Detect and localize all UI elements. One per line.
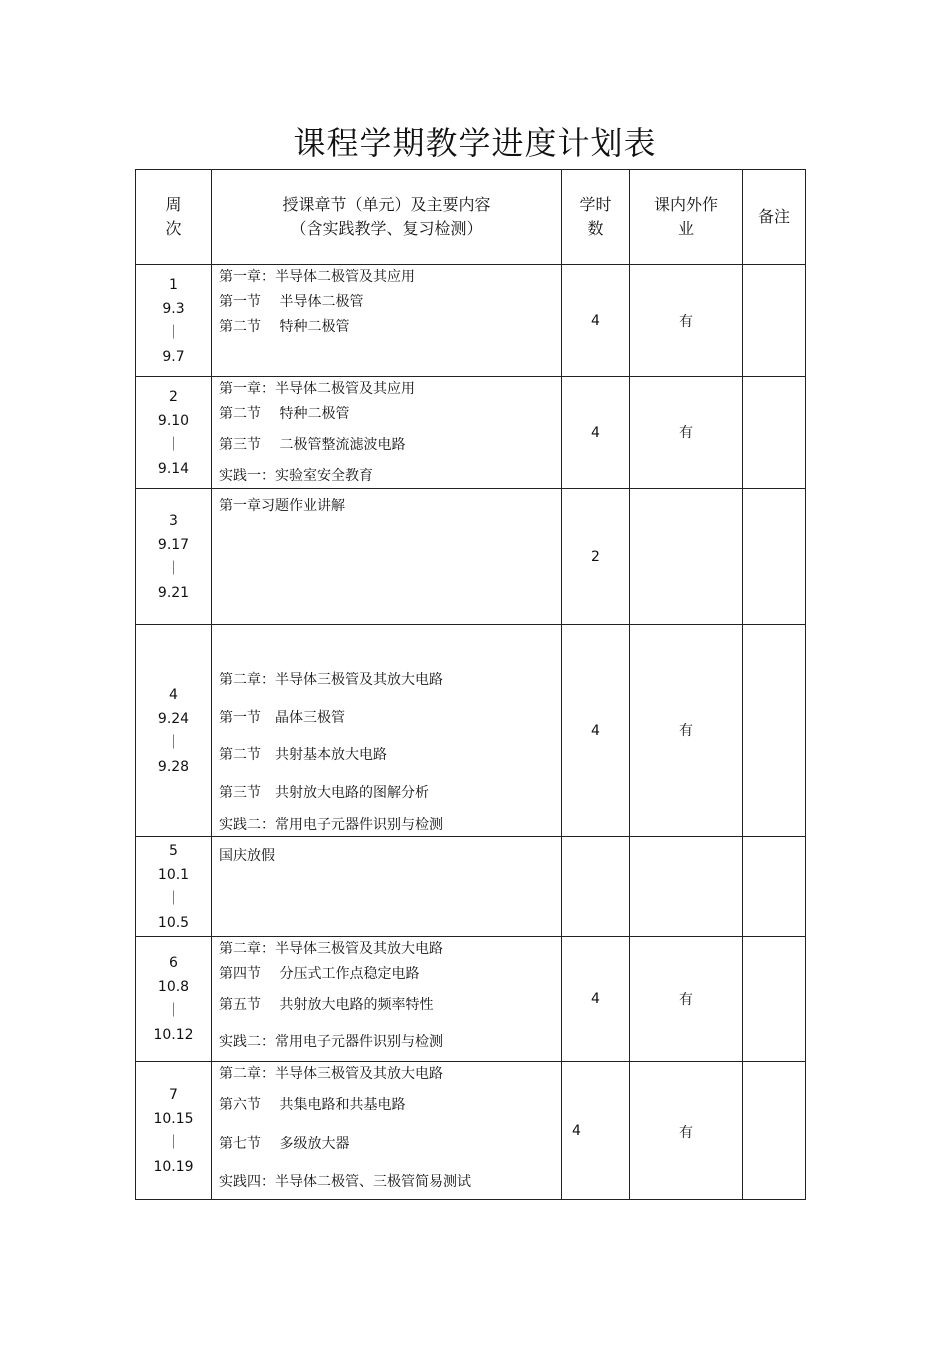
week-end-date: 9.14 [157, 460, 190, 477]
week-start-date: 9.24 [157, 710, 190, 727]
table-row [136, 625, 806, 837]
header-homework-line1: 课内外作 [653, 195, 718, 214]
content-line: 第六节 共集电路和共基电路 [219, 1097, 406, 1113]
header-homework [630, 170, 743, 265]
schedule-table [135, 169, 806, 1200]
week-cell [136, 265, 212, 377]
content-line: 国庆放假 [219, 848, 275, 864]
content-line: 第七节 多级放大器 [219, 1136, 350, 1152]
content-line: 第四节 分压式工作点稳定电路 [219, 966, 420, 982]
week-end-date: 9.28 [157, 758, 190, 775]
hours-cell: 4 [562, 377, 630, 489]
week-start-date: 10.15 [153, 1110, 194, 1127]
header-hours-line2: 数 [587, 219, 604, 238]
table-row [136, 937, 806, 1062]
week-cell [136, 625, 212, 837]
week-separator: ｜ [166, 734, 181, 751]
homework-cell: 有 [630, 937, 743, 1062]
homework-cell: 有 [630, 1062, 743, 1200]
week-start-date: 9.3 [162, 300, 185, 317]
content-line: 第二章：半导体三极管及其放大电路 [219, 941, 443, 957]
header-hours [562, 170, 630, 265]
content-cell [212, 265, 562, 377]
content-line: 第二章：半导体三极管及其放大电路 [219, 1066, 443, 1082]
content-line: 实践一：实验室安全教育 [219, 468, 373, 484]
week-number: 3 [169, 512, 178, 529]
header-week-line1: 周 [165, 195, 182, 214]
week-separator: ｜ [166, 560, 181, 577]
content-line: 第一章习题作业讲解 [219, 498, 345, 514]
content-cell [212, 1062, 562, 1200]
content-line: 第二章：半导体三极管及其放大电路 [219, 672, 443, 688]
content-line: 第一节 晶体三极管 [219, 710, 345, 726]
week-number: 7 [169, 1086, 178, 1103]
content-line: 第一章：半导体二极管及其应用 [219, 269, 415, 285]
week-start-date: 9.17 [157, 536, 190, 553]
homework-cell: 有 [630, 377, 743, 489]
content-line: 第五节 共射放大电路的频率特性 [219, 997, 434, 1013]
page-title: 课程学期教学进度计划表 [293, 124, 657, 162]
content-line: 第二节 特种二极管 [219, 406, 350, 422]
content-line: 第二节 共射基本放大电路 [219, 747, 387, 763]
week-cell [136, 489, 212, 625]
header-hours-line1: 学时 [579, 195, 612, 214]
hours-cell [562, 837, 630, 937]
week-cell [136, 1062, 212, 1200]
header-homework-line2: 业 [677, 219, 694, 238]
header-remarks: 备注 [743, 170, 806, 265]
week-start-date: 10.8 [157, 979, 190, 995]
week-cell [136, 937, 212, 1062]
hours-cell: 4 [562, 265, 630, 377]
content-line: 第一节 半导体二极管 [219, 294, 364, 310]
week-end-date: 10.5 [157, 914, 190, 931]
header-row [136, 170, 806, 265]
week-end-date: 9.21 [157, 584, 190, 601]
homework-cell: 有 [630, 265, 743, 377]
week-end-date: 10.19 [153, 1158, 194, 1175]
week-number: 4 [169, 686, 178, 703]
homework-cell: 有 [630, 625, 743, 837]
content-line: 实践二：常用电子元器件识别与检测 [219, 1034, 443, 1050]
table-row [136, 265, 806, 377]
content-cell [212, 837, 562, 937]
remarks-cell [743, 489, 806, 625]
header-week-line2: 次 [165, 219, 182, 238]
week-separator: ｜ [166, 890, 181, 907]
content-line: 实践四：半导体二极管、三极管简易测试 [219, 1174, 471, 1190]
remarks-cell [743, 837, 806, 937]
week-start-date: 9.10 [157, 412, 190, 429]
hours-cell: 4 [562, 937, 630, 1062]
content-cell [212, 625, 562, 837]
week-separator: ｜ [166, 1134, 181, 1151]
table-row [136, 489, 806, 625]
week-end-date: 9.7 [162, 348, 185, 365]
hours-cell: 4 [562, 1062, 630, 1200]
week-separator: ｜ [166, 436, 181, 453]
week-number: 1 [169, 276, 178, 293]
table-row [136, 377, 806, 489]
week-separator: ｜ [166, 1003, 181, 1019]
header-week [136, 170, 212, 265]
remarks-cell [743, 1062, 806, 1200]
week-cell [136, 837, 212, 937]
hours-cell: 4 [562, 625, 630, 837]
homework-cell [630, 837, 743, 937]
remarks-cell [743, 625, 806, 837]
hours-cell: 2 [562, 489, 630, 625]
content-line: 第一章：半导体二极管及其应用 [219, 381, 415, 397]
header-content [212, 170, 562, 265]
remarks-cell [743, 377, 806, 489]
remarks-cell [743, 937, 806, 1062]
week-separator: ｜ [166, 324, 181, 341]
content-line: 实践二：常用电子元器件识别与检测 [219, 817, 443, 833]
table-row [136, 1062, 806, 1200]
week-number: 2 [169, 388, 178, 405]
week-cell [136, 377, 212, 489]
week-number: 5 [169, 842, 178, 859]
content-cell [212, 377, 562, 489]
week-start-date: 10.1 [157, 866, 190, 883]
header-content-line1: 授课章节（单元）及主要内容 [282, 195, 491, 214]
homework-cell [630, 489, 743, 625]
remarks-cell [743, 265, 806, 377]
content-line: 第三节 二极管整流滤波电路 [219, 437, 406, 453]
content-line: 第二节 特种二极管 [219, 319, 350, 335]
week-number: 6 [169, 955, 178, 971]
week-end-date: 10.12 [153, 1027, 194, 1043]
table-row [136, 837, 806, 937]
content-cell [212, 489, 562, 625]
content-line: 第三节 共射放大电路的图解分析 [219, 785, 429, 801]
content-cell [212, 937, 562, 1062]
header-content-line2: （含实践教学、复习检测） [290, 219, 483, 238]
